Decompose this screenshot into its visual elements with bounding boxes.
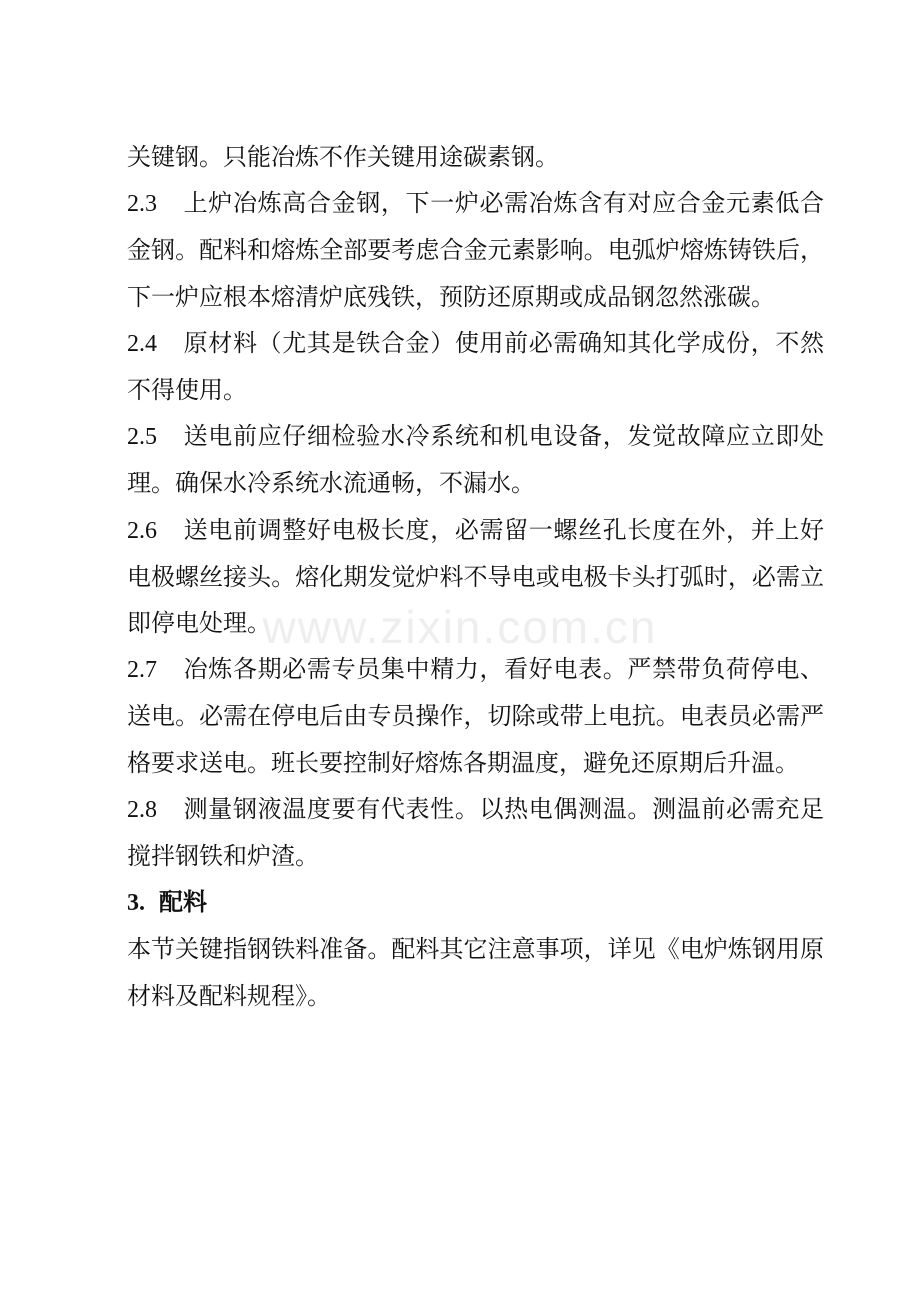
paragraph-2-3 xyxy=(127,180,824,320)
paragraph-text: 送电前调整好电极长度，必需留一螺丝孔长度在外，并上好电极螺丝接头。熔化期发觉炉料不导电或电极卡头打弧时，必需立即停电处理。 xyxy=(127,515,824,638)
paragraph-number: 2.5 xyxy=(127,424,157,451)
paragraph-2-5 xyxy=(127,413,824,506)
paragraph-2-8 xyxy=(127,786,824,879)
paragraph-text: 原材料（尤其是铁合金）使用前必需确知其化学成份，不然不得使用。 xyxy=(127,328,824,405)
paragraph-2-7 xyxy=(127,646,824,786)
paragraph-text: 上炉冶炼高合金钢，下一炉必需冶炼含有对应合金元素低合金钢。配料和熔炼全部要考虑合金元素影响。电弧炉熔炼铸铁后，下一炉应根本熔清炉底残铁，预防还原期或成品钢忽然涨碳。 xyxy=(127,189,824,311)
paragraph-text: 冶炼各期必需专员集中精力，看好电表。严禁带负荷停电、送电。必需在停电后由专员操作，切除或带上电抗。电表员必需严格要求送电。班长要控制好熔炼各期温度，避免还原期后升温。 xyxy=(127,655,824,777)
paragraph-2-4 xyxy=(127,320,824,413)
paragraph-text: 关键钢。只能冶炼不作关键用途碳素钢。 xyxy=(127,143,559,171)
paragraph-number: 2.3 xyxy=(127,191,157,218)
paragraph-continuation xyxy=(127,134,824,180)
paragraph-number: 2.8 xyxy=(127,796,157,823)
section-body xyxy=(127,926,824,1018)
paragraph-number: 2.4 xyxy=(127,330,157,357)
section-number: 3. xyxy=(127,890,145,917)
section-title: 配料 xyxy=(159,887,207,917)
paragraph-2-6 xyxy=(127,507,824,647)
section-heading xyxy=(127,879,824,926)
watermark: www.zixin.com.cn xyxy=(262,601,658,653)
paragraph-text: 测量钢液温度要有代表性。以热电偶测温。测温前必需充足搅拌钢铁和炉渣。 xyxy=(127,794,824,871)
paragraph-number: 2.7 xyxy=(127,657,157,684)
section-body-text: 本节关键指钢铁料准备。配料其它注意事项，详见《电炉炼钢用原材料及配料规程》。 xyxy=(127,935,824,1010)
paragraph-number: 2.6 xyxy=(127,517,157,544)
paragraph-text: 送电前应仔细检验水冷系统和机电设备，发觉故障应立即处理。确保水冷系统水流通畅，不漏水。 xyxy=(127,422,824,498)
